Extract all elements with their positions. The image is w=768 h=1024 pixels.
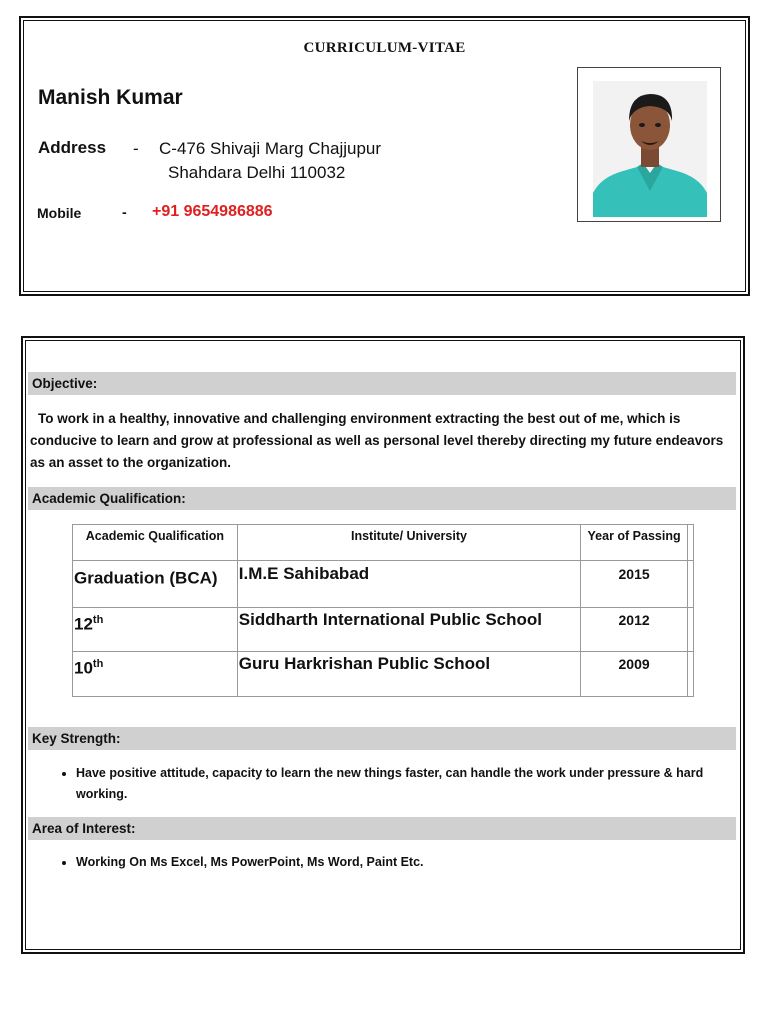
year-cell: 2015 [581, 561, 688, 608]
qualification-cell: Graduation (BCA) [73, 561, 238, 608]
institute-cell: Guru Harkrishan Public School [237, 652, 580, 697]
table-row [73, 652, 694, 697]
qualification-cell: 12th [73, 608, 238, 652]
objective-text-body: To work in a healthy, innovative and challenging environment extracting the best out of me, which is conducive to learn and grow at professional as well as personal level thereby directing my future endeavors as an asset to the organization. [30, 411, 724, 470]
header-box [19, 16, 750, 296]
interest-list [23, 852, 735, 873]
key-strength-heading: Key Strength: [28, 727, 736, 750]
academic-table [72, 524, 694, 697]
candidate-name: Manish Kumar [38, 86, 183, 109]
address-line-2: Shahdara Delhi 110032 [168, 163, 346, 182]
address-line-1: C-476 Shivaji Marg Chajjupur [159, 139, 382, 158]
profile-photo-frame [577, 67, 721, 222]
table-row [73, 608, 694, 652]
year-cell: 2012 [581, 608, 688, 652]
academic-heading: Academic Qualification: [28, 487, 736, 510]
document-title: CURRICULUM-VITAE [303, 40, 466, 56]
person-photo-icon [593, 81, 707, 217]
objective-heading: Objective: [28, 372, 736, 395]
table-row [73, 561, 694, 608]
mobile-dash: - [122, 204, 127, 220]
address-dash: - [133, 139, 139, 158]
table-edge [688, 561, 694, 608]
profile-photo [593, 81, 707, 217]
institute-cell: Siddharth International Public School [237, 608, 580, 652]
qualification-cell: 10th [73, 652, 238, 697]
mobile-label: Mobile [37, 205, 82, 221]
address-label: Address [38, 138, 107, 157]
table-header-row [73, 525, 694, 561]
table-edge [688, 652, 694, 697]
column-header: Year of Passing [581, 525, 688, 561]
objective-text [30, 408, 733, 474]
area-of-interest-heading: Area of Interest: [28, 817, 736, 840]
column-header: Institute/ University [237, 525, 580, 561]
column-header: Academic Qualification [73, 525, 238, 561]
details-box [21, 336, 745, 954]
key-strength-list [23, 763, 735, 805]
list-item: • Have positive attitude, capacity to learn the new things faster, can handle the work under pressure & hard working. [76, 763, 735, 805]
table-edge [688, 608, 694, 652]
year-cell: 2009 [581, 652, 688, 697]
list-item: • Working On Ms Excel, Ms PowerPoint, Ms Word, Paint Etc. [76, 852, 735, 873]
table-edge [688, 525, 694, 561]
mobile-number: +91 9654986886 [152, 203, 273, 220]
institute-cell: I.M.E Sahibabad [237, 561, 580, 608]
